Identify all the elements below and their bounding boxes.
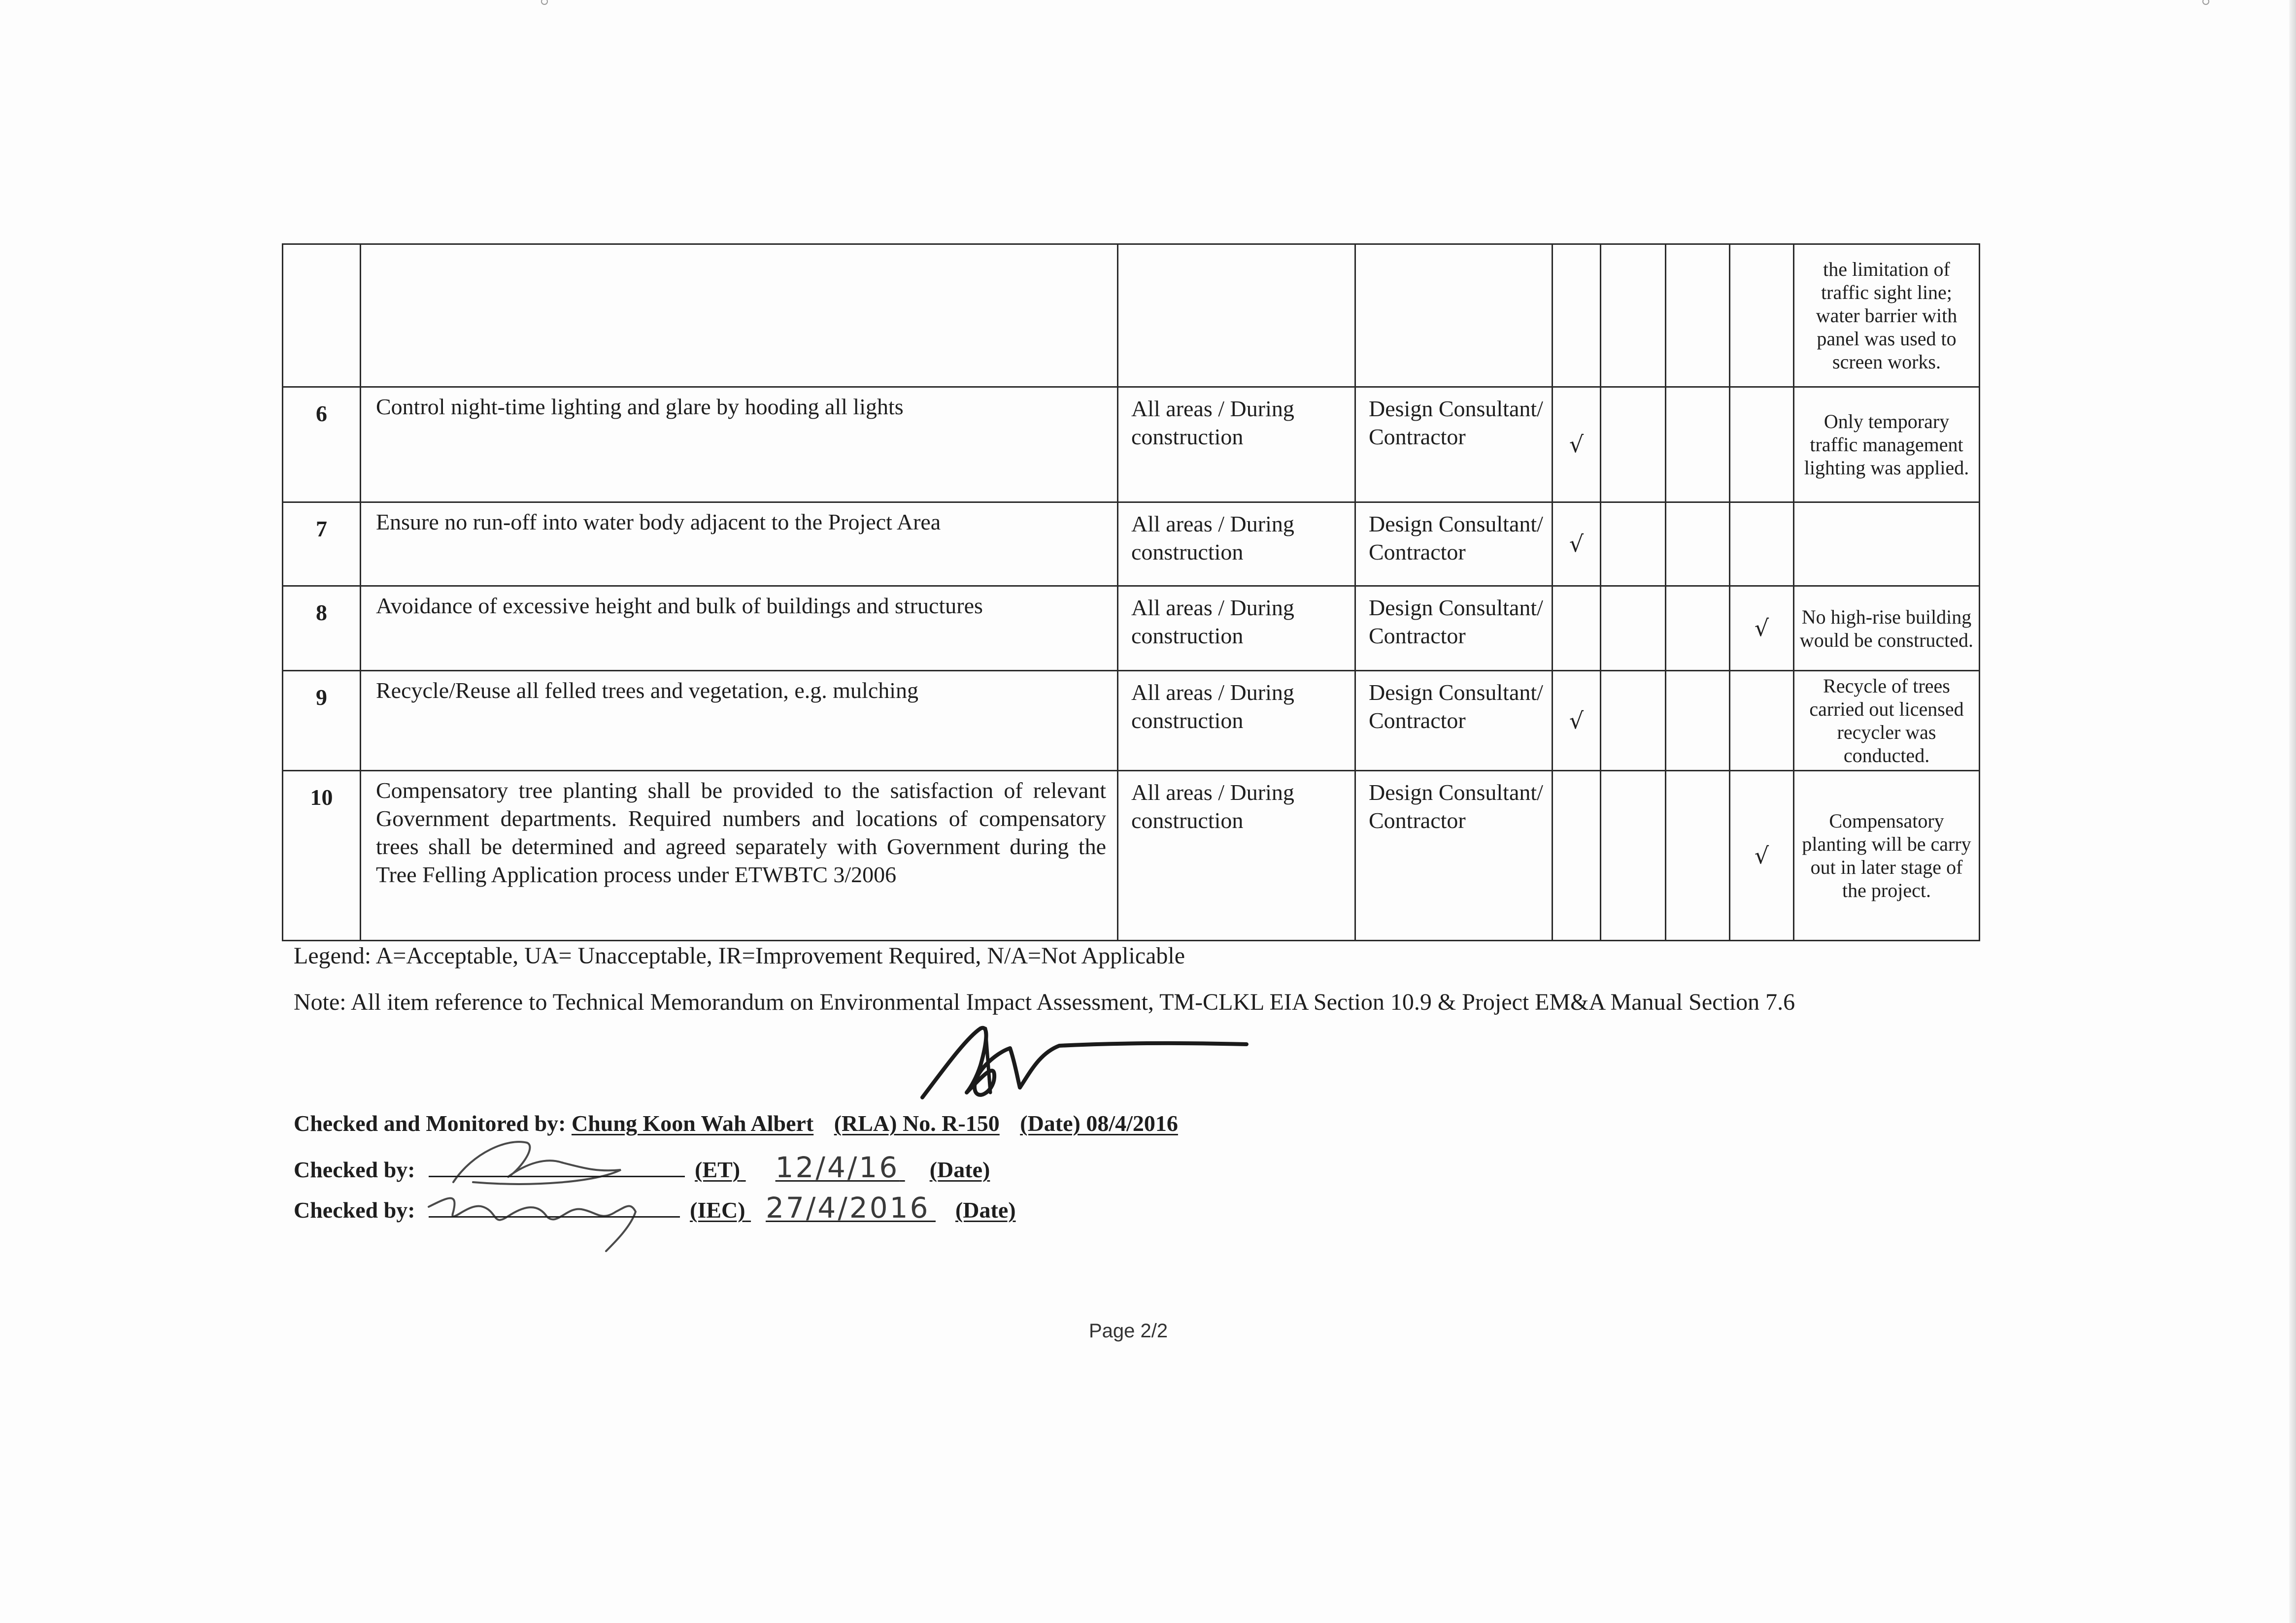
status-improvement-required: [1666, 671, 1730, 771]
status-acceptable: [1553, 586, 1601, 671]
item-number: 6: [283, 387, 361, 502]
item-remarks: Recycle of trees carried out licensed recycler was conducted.: [1794, 671, 1980, 771]
status-unacceptable: [1601, 771, 1666, 941]
scan-speck: [541, 0, 548, 5]
status-not-applicable: [1730, 502, 1794, 586]
status-acceptable: √: [1553, 387, 1601, 502]
item-implementation-agent: Design Consultant/ Contractor: [1355, 586, 1553, 671]
item-remarks: the limitation of traffic sight line; water barrier with panel was used to screen works.: [1794, 244, 1980, 387]
status-improvement-required: [1666, 586, 1730, 671]
item-number: 7: [283, 502, 361, 586]
table-row: [283, 502, 1980, 586]
scan-edge: [2289, 0, 2296, 1623]
iec-signature-line: [429, 1196, 680, 1218]
status-not-applicable: [1730, 244, 1794, 387]
status-acceptable: √: [1553, 502, 1601, 586]
status-acceptable: [1553, 771, 1601, 941]
status-unacceptable: [1601, 244, 1666, 387]
item-location: All areas / During construction: [1118, 387, 1355, 502]
iec-role: (IEC): [690, 1197, 745, 1223]
monitored-name: Chung Koon Wah Albert: [571, 1111, 814, 1136]
item-implementation-agent: Design Consultant/ Contractor: [1355, 771, 1553, 941]
item-remarks: No high-rise building would be constructed.: [1794, 586, 1980, 671]
audit-checklist-table: [282, 243, 1980, 941]
status-not-applicable: [1730, 387, 1794, 502]
table-row: [283, 244, 1980, 387]
table-row: [283, 387, 1980, 502]
legend: Legend: A=Acceptable, UA= Unacceptable, IR=Improvement Required, N/A=Not Applicable: [294, 943, 1185, 969]
item-description: Compensatory tree planting shall be provided to the satisfaction of relevant Government departments. Required numbers and locations of compensatory trees shall be determined and agreed separately with Government during the Tree Felling Application process under ETWBTC 3/2006: [361, 771, 1118, 941]
table-row: [283, 586, 1980, 671]
page-number: Page 2/2: [1089, 1320, 1168, 1342]
et-label: Checked by:: [294, 1157, 415, 1182]
item-location: All areas / During construction: [1118, 771, 1355, 941]
monitored-label: Checked and Monitored by:: [294, 1111, 566, 1136]
status-not-applicable: √: [1730, 771, 1794, 941]
et-date-handwritten: 12/4/16: [775, 1151, 900, 1184]
item-remarks: Compensatory planting will be carry out in later stage of the project.: [1794, 771, 1980, 941]
item-location: All areas / During construction: [1118, 586, 1355, 671]
item-implementation-agent: Design Consultant/ Contractor: [1355, 502, 1553, 586]
iec-date-handwritten: 27/4/2016: [766, 1191, 930, 1225]
monitored-role: (RLA) No. R-150: [834, 1111, 1000, 1136]
item-location: All areas / During construction: [1118, 671, 1355, 771]
table-row: [283, 671, 1980, 771]
signature-rla: [912, 1019, 1256, 1117]
item-remarks: Only temporary traffic management lighting was applied.: [1794, 387, 1980, 502]
item-description: Control night-time lighting and glare by hooding all lights: [361, 387, 1118, 502]
status-unacceptable: [1601, 586, 1666, 671]
item-implementation-agent: Design Consultant/ Contractor: [1355, 671, 1553, 771]
item-description: Avoidance of excessive height and bulk of buildings and structures: [361, 586, 1118, 671]
checked-by-iec-line: [294, 1191, 1016, 1225]
item-number: 8: [283, 586, 361, 671]
status-acceptable: [1553, 244, 1601, 387]
item-remarks: [1794, 502, 1980, 586]
item-description: Ensure no run-off into water body adjacent to the Project Area: [361, 502, 1118, 586]
monitored-date: (Date) 08/4/2016: [1020, 1111, 1178, 1136]
status-improvement-required: [1666, 771, 1730, 941]
iec-label: Checked by:: [294, 1197, 415, 1223]
status-unacceptable: [1601, 502, 1666, 586]
status-not-applicable: [1730, 671, 1794, 771]
status-acceptable: √: [1553, 671, 1601, 771]
item-implementation-agent: Design Consultant/ Contractor: [1355, 387, 1553, 502]
et-role: (ET): [695, 1157, 741, 1182]
status-not-applicable: √: [1730, 586, 1794, 671]
item-description: Recycle/Reuse all felled trees and vegetation, e.g. mulching: [361, 671, 1118, 771]
status-improvement-required: [1666, 387, 1730, 502]
item-implementation-agent: [1355, 244, 1553, 387]
et-date-label: (Date): [929, 1157, 990, 1182]
item-number: 10: [283, 771, 361, 941]
note: Note: All item reference to Technical Memorandum on Environmental Impact Assessment, TM-CLKL EIA Section 10.9 & Project EM&A Manual Section 7.6: [294, 989, 1795, 1015]
item-number: 9: [283, 671, 361, 771]
iec-date-label: (Date): [955, 1197, 1016, 1223]
item-description: [361, 244, 1118, 387]
item-number: [283, 244, 361, 387]
status-improvement-required: [1666, 244, 1730, 387]
table-row: [283, 771, 1980, 941]
status-unacceptable: [1601, 671, 1666, 771]
scan-speck: [2202, 0, 2209, 5]
monitored-by-line: [294, 1110, 1178, 1136]
status-unacceptable: [1601, 387, 1666, 502]
item-location: [1118, 244, 1355, 387]
item-location: All areas / During construction: [1118, 502, 1355, 586]
status-improvement-required: [1666, 502, 1730, 586]
